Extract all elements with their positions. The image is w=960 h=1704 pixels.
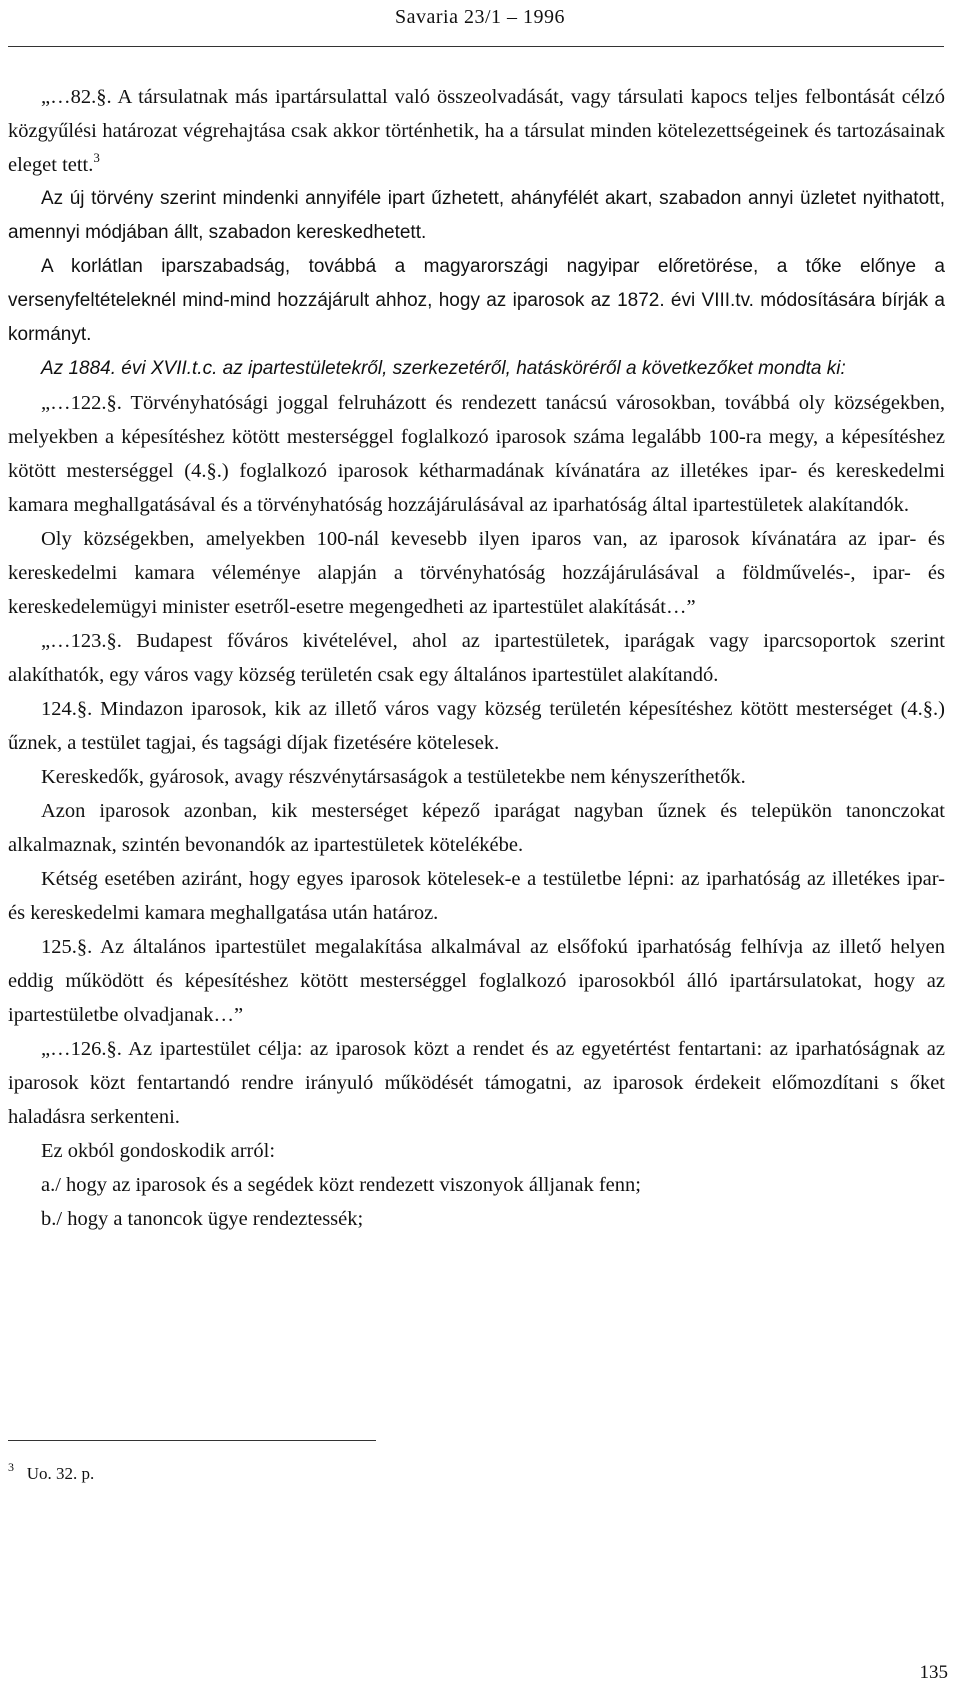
footnote-number: 3: [8, 1460, 14, 1474]
paragraph: Kereskedők, gyárosok, avagy részvénytársaságok a testületekbe nem kényszeríthetők.: [41, 766, 746, 788]
list-item: b./ hogy a tanoncok ügye rendeztessék;: [41, 1208, 364, 1230]
provision-list: [8, 1168, 945, 1236]
paragraph: Oly községekben, amelyekben 100-nál kevesebb ilyen iparos van, az iparosok kívánatára az ipar- és kereskedelmi kamara véleménye alapján a törvényhatóság hozzájárulásával a földművelés-, ipar- és kereskedelemügyi minister esetről-esetre megengedheti az ipartestület alakítását…”: [8, 528, 945, 618]
paragraph: 125.§. Az általános ipartestület megalakítása alkalmával az elsőfokú iparhatóság felhívja az illető helyen eddig működött és képesítéshez kötött mesterséggel foglalkozó iparosokból álló ipartársulatokat, hogy az ipartestületbe olvadjanak…”: [8, 936, 945, 1026]
paragraph: „…122.§. Törvényhatósági joggal felruházott és rendezett tanácsú városokban, továbbá oly községekben, melyekben a képesítéshez kötött mesterséggel foglalkozó iparosok száma legalább 100-ra megy, a képesítéshez kötött mesterséggel (4.§.) foglalkozó iparosok kétharmadának kívánatára az illetékes ipar- és kereskedelmi kamara meghallgatásával és a törvényhatóság hozzájárulásával az iparhatóság által ipartestületek alakítandók.: [8, 392, 945, 516]
header-rule: [8, 46, 944, 47]
footnote-rule: [8, 1440, 376, 1441]
paragraph: 124.§. Mindazon iparosok, kik az illető város vagy község területén képesítéshez kötött mesterséget (4.§.) űznek, a testület tagjai, és tagsági díjak fizetésére kötelesek.: [8, 698, 945, 754]
footnote: [8, 1460, 94, 1484]
paragraph: Ez okból gondoskodik arról:: [41, 1140, 276, 1162]
paragraph: Kétség esetében aziránt, hogy egyes iparosok kötelesek-e a testületbe lépni: az iparhatóság az illetékes ipar- és kereskedelmi kamara meghallgatása után határoz.: [8, 868, 945, 924]
body-text: [8, 80, 945, 1236]
paragraph: „…126.§. Az ipartestület célja: az iparosok közt a rendet és az egyetértést fentartani: az iparhatóságnak az iparosok közt fentartandó rendre irányuló működését támogatni, az iparosok érdekeit előmozdítani s őket haladásra serkenteni.: [8, 1038, 945, 1128]
paragraph: A korlátlan iparszabadság, továbbá a magyarországi nagyipar előretörése, a tőke előnye a versenyfeltételeknél mind-mind hozzájárult ahhoz, hogy az iparosok az 1872. évi VIII.tv. módosítására bírják a kormányt.: [8, 256, 945, 345]
paragraph: Az új törvény szerint mindenki annyiféle ipart űzhetett, ahányfélét akart, szabadon annyi üzletet nyithatott, amennyi módjában állt, szabadon kereskedhetett.: [8, 188, 945, 243]
paragraph: [8, 80, 945, 182]
page-number: 135: [919, 1662, 948, 1683]
footnote-text: Uo. 32. p.: [26, 1464, 95, 1483]
footnote-ref: 3: [93, 150, 100, 165]
quote-82: „…82.§. A társulatnak más ipartársulattal való összeolvadását, vagy társulati kapocs teljes felbontását célzó közgyűlési határozat végrehajtása csak akkor történhetik, ha a társulat minden kötelezettségeinek és tartozásainak eleget tett.: [8, 86, 945, 176]
list-item: a./ hogy az iparosok és a segédek közt rendezett viszonyok álljanak fenn;: [41, 1174, 641, 1196]
running-header: Savaria 23/1 – 1996: [394, 6, 566, 28]
paragraph: „…123.§. Budapest főváros kivételével, ahol az ipartestületek, iparágak vagy iparcsoportok szerint alakíthatók, egy város vagy község területén csak egy általános ipartestület alakítandó.: [8, 630, 945, 686]
paragraph: Az 1884. évi XVII.t.c. az ipartestületekről, szerkezetéről, hatásköréről a következőket mondta ki:: [41, 358, 846, 379]
paragraph: Azon iparosok azonban, kik mesterséget képező iparágat nagyban űznek és telepükön tanonczokat alkalmaznak, szintén bevonandók az ipartestületek kötelékébe.: [8, 800, 945, 856]
